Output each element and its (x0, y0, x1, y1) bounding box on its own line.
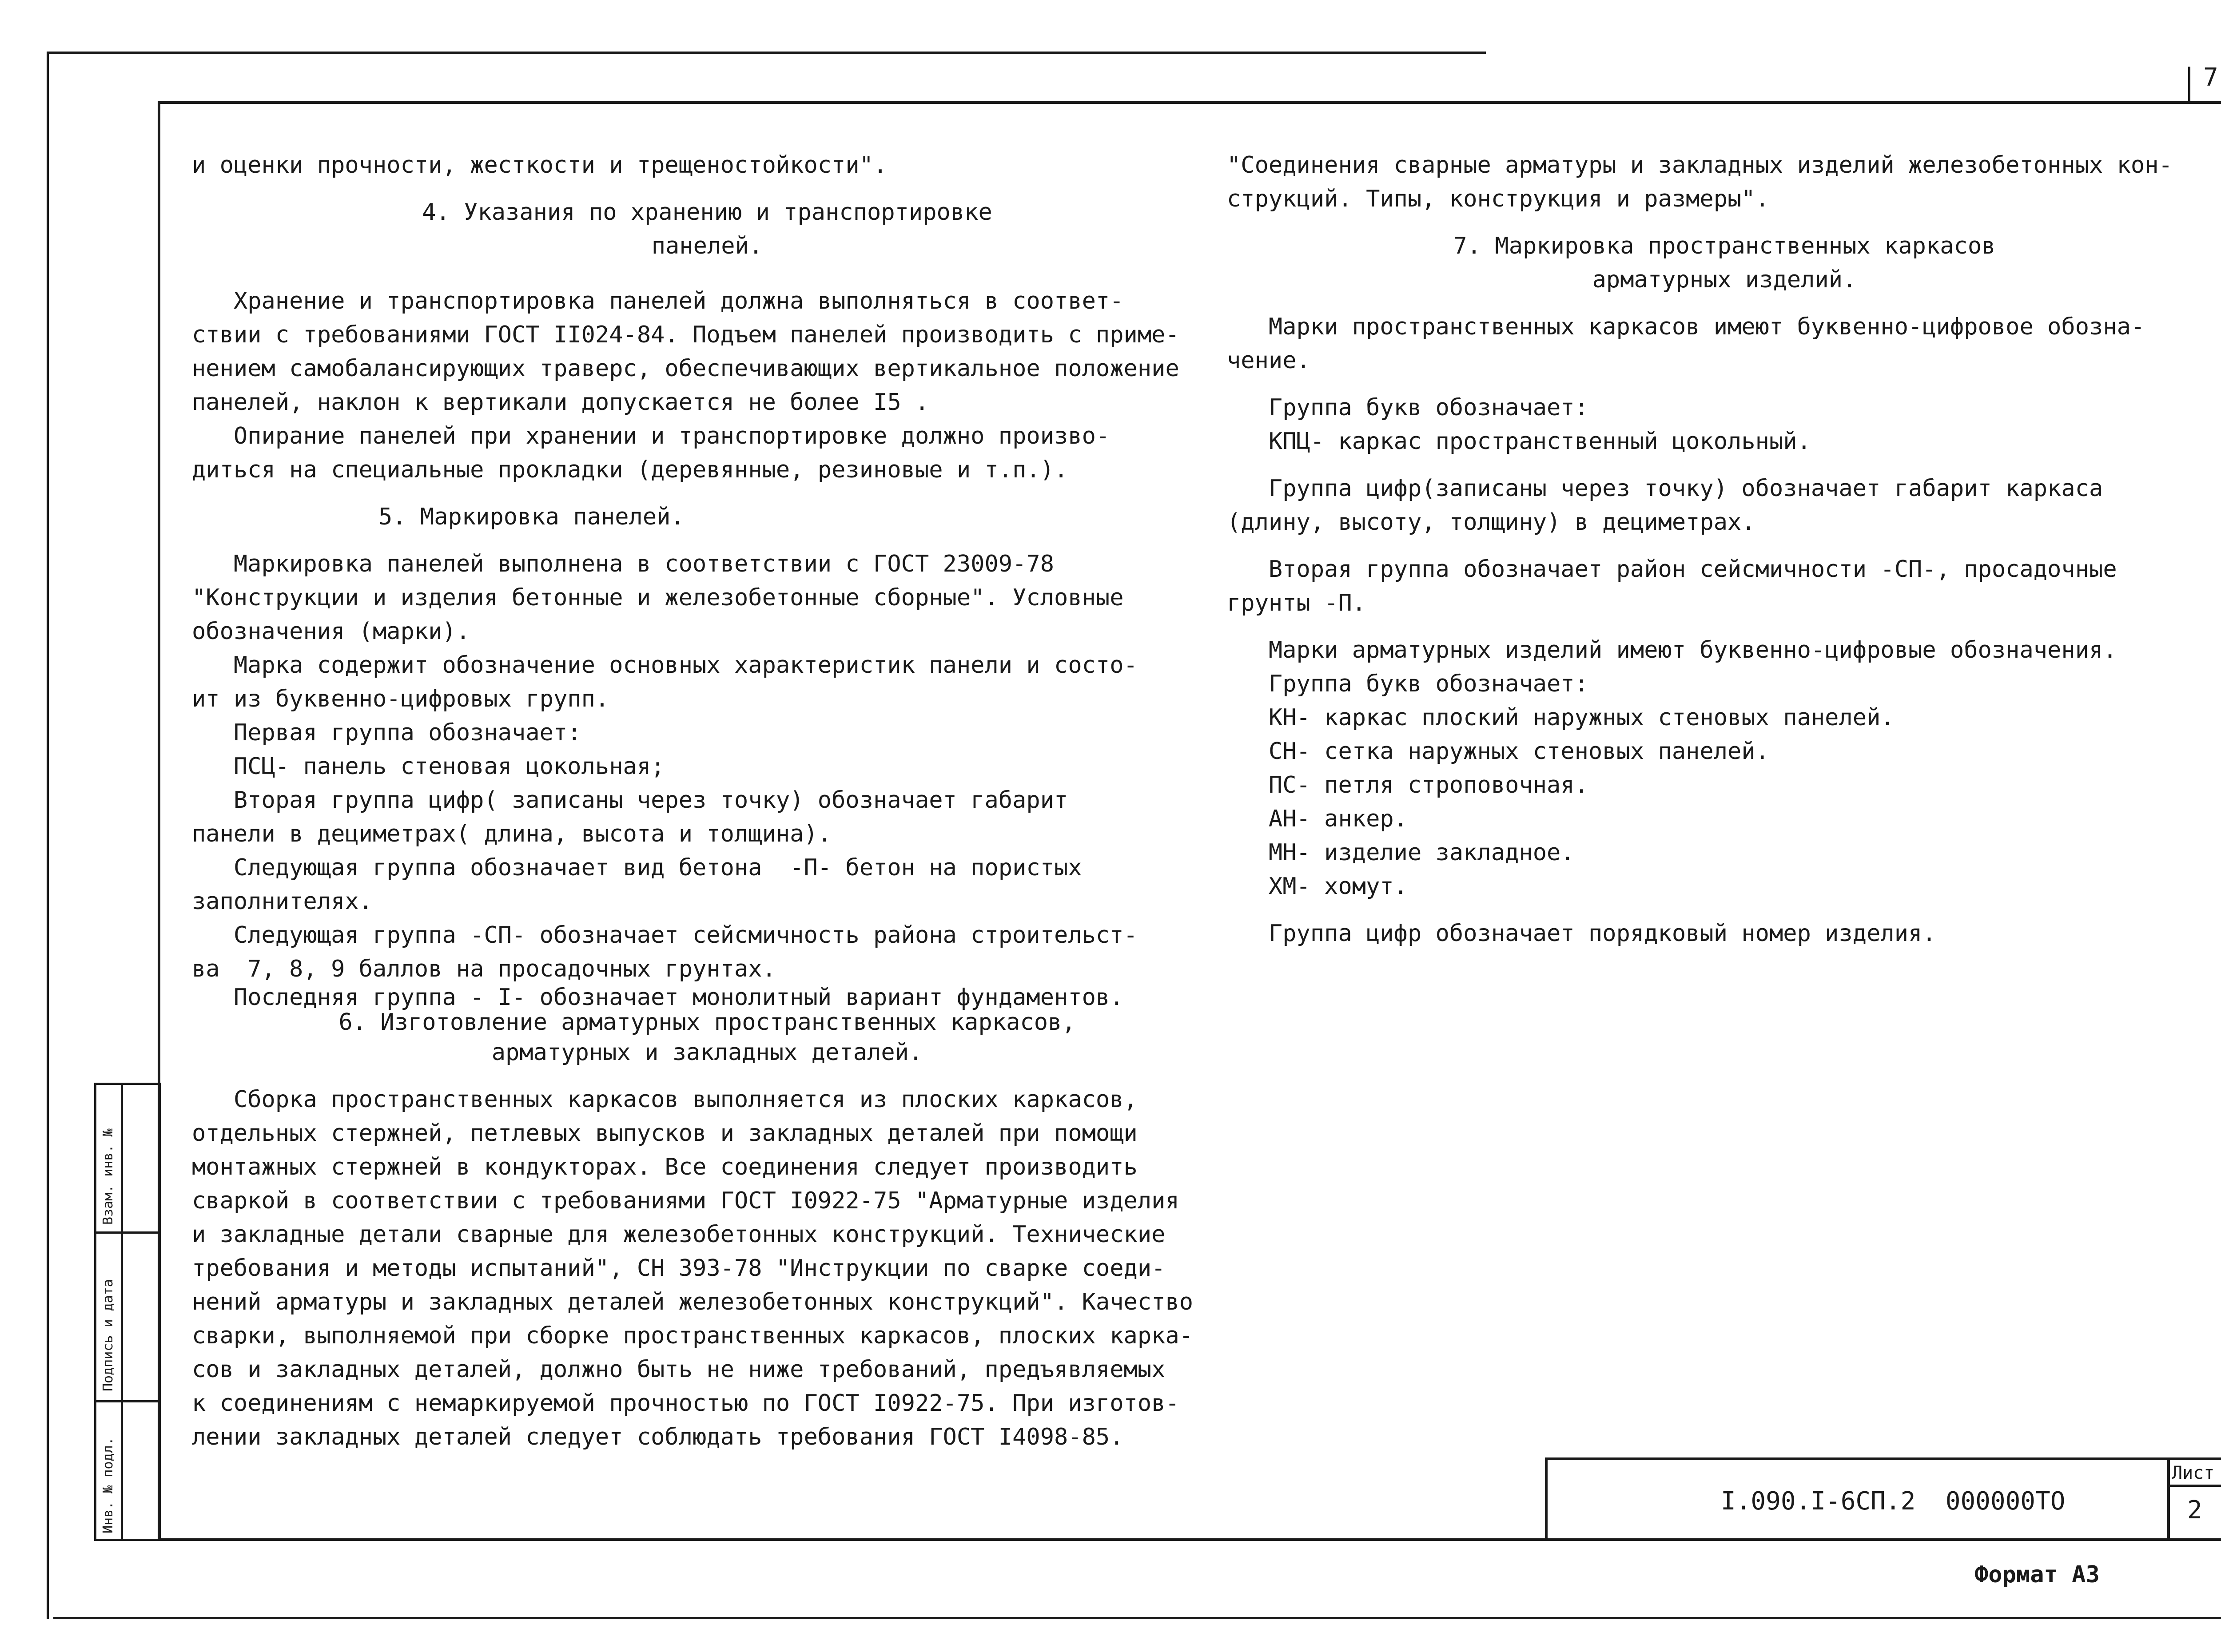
title-block (1545, 1457, 2221, 1541)
side-stamp-separator (96, 1231, 159, 1234)
outer-top-line (47, 52, 1486, 54)
right-intro-line: "Соединения сварные арматуры и закладных изделий железобетонных кон- (1227, 152, 2173, 179)
s6-p1-line: лении закладных деталей следует соблюдать требования ГОСТ I4098-85. (192, 1424, 1124, 1450)
s7-p5-line: МН- изделие закладное. (1227, 839, 1575, 866)
section-4-heading-2: панелей. (651, 233, 763, 259)
section-7-heading-2: арматурных изделий. (1592, 266, 1857, 293)
format-label: Формат А3 (1974, 1561, 2100, 1588)
s5-p1-line: "Конструкции и изделия бетонные и железобетонные сборные". Условные (192, 584, 1124, 611)
s5-p2-line: Последняя группа - I- обозначает монолитный вариант фундаментов. (192, 984, 1124, 1011)
left-column (192, 148, 1222, 1454)
s6-p1-line: монтажных стержней в кондукторах. Все соединения следует производить (192, 1154, 1138, 1180)
s5-p2-line: Следующая группа -СП- обозначает сейсмичность района строительст- (192, 922, 1138, 949)
s5-p2-line: Марка содержит обозначение основных характеристик панели и состо- (192, 652, 1138, 679)
sheet-number: 2 (2187, 1496, 2202, 1525)
s7-p3-line: (длину, высоту, толщину) в дециметрах. (1227, 509, 1755, 536)
s4-p1-line: панелей, наклон к вертикали допускается не более I5 . (192, 389, 929, 416)
s6-p1-line: сварки, выполняемой при сборке пространственных каркасов, плоских карка- (192, 1322, 1194, 1349)
s7-p5-line: Группа букв обозначает: (1227, 671, 1588, 697)
s6-p1-line: сов и закладных деталей, должно быть не ниже требований, предъявляемых (192, 1356, 1166, 1383)
s7-p4-line: грунты -П. (1227, 590, 1366, 616)
s7-p5-line: КН- каркас плоский наружных стеновых панелей. (1227, 704, 1895, 731)
s7-p4-line: Вторая группа обозначает район сейсмичности -СП-, просадочные (1227, 556, 2117, 583)
s5-p2-line: ПСЦ- панель стеновая цокольная; (192, 753, 665, 780)
corner-divider (2188, 67, 2190, 102)
outer-bottom-line (53, 1617, 2221, 1619)
right-intro-line: струкций. Типы, конструкция и размеры". (1227, 186, 1769, 212)
s4-p1-line: нением самобалансирующих траверс, обеспечивающих вертикальное положение (192, 355, 1179, 382)
s7-p1-line: чение. (1227, 347, 1310, 374)
side-stamp-cell-signature: Подпись и дата (100, 1279, 116, 1391)
side-stamp-separator (96, 1400, 159, 1402)
s6-p1-line: отдельных стержней, петлевых выпусков и закладных деталей при помощи (192, 1120, 1138, 1147)
s5-p1-line: обозначения (марки). (192, 618, 470, 645)
s5-p2-line: заполнителях. (192, 888, 373, 915)
section-6-heading: 6. Изготовление арматурных пространственных каркасов, (338, 1009, 1076, 1036)
s6-p1-line: и закладные детали сварные для железобетонных конструкций. Технические (192, 1221, 1166, 1248)
s7-p3-line: Группа цифр(записаны через точку) обозначает габарит каркаса (1227, 475, 2103, 502)
s7-p5-line: ХМ- хомут. (1227, 873, 1408, 900)
s6-p1-line: требования и методы испытаний", СН 393-78 "Инструкции по сварке соеди- (192, 1255, 1166, 1282)
intro-line: и оценки прочности, жесткости и трещеностойкости". (192, 152, 888, 179)
s5-p2-line: Следующая группа обозначает вид бетона -П- бетон на пористых (192, 854, 1082, 881)
right-column (1227, 148, 2221, 950)
outer-left-line (47, 52, 49, 1619)
s6-p1-line: к соединениям с немаркируемой прочностью по ГОСТ I0922-75. При изготов- (192, 1390, 1179, 1417)
s5-p2-line: ит из буквенно-цифровых групп. (192, 686, 609, 712)
s7-p2-line: КПЦ- каркас пространственный цокольный. (1227, 428, 1811, 455)
s5-p2-line: панели в дециметрах( длина, высота и толщина). (192, 821, 832, 847)
s7-p2-line: Группа букв обозначает: (1227, 394, 1588, 421)
s7-p6-line: Группа цифр обозначает порядковый номер изделия. (1227, 920, 1936, 947)
section-5-heading: 5. Маркировка панелей. (378, 504, 685, 530)
s6-p1-line: нений арматуры и закладных деталей железобетонных конструкций". Качество (192, 1289, 1194, 1315)
side-stamp-cell-replace: Взам. инв. № (100, 1128, 116, 1225)
section-4-heading: 4. Указания по хранению и транспортировке (422, 199, 992, 226)
corner-page-number: 7 (2203, 63, 2218, 92)
s6-p1-line: Сборка пространственных каркасов выполняется из плоских каркасов, (192, 1086, 1138, 1113)
side-stamp (94, 1083, 161, 1541)
s7-p5-line: Марки арматурных изделий имеют буквенно-цифровые обозначения. (1227, 637, 2117, 663)
document-designation: I.090.I-6СП.2 000000ТО (1721, 1487, 2066, 1516)
s4-p2-line: диться на специальные прокладки (деревянные, резиновые и т.п.). (192, 457, 1068, 483)
s4-p1-line: ствии с требованиями ГОСТ II024-84. Подъем панелей производить с приме- (192, 322, 1179, 348)
s6-p1-line: сваркой в соответствии с требованиями ГОСТ I0922-75 "Арматурные изделия (192, 1187, 1179, 1214)
s7-p5-line: АН- анкер. (1227, 806, 1408, 832)
s4-p2-line: Опирание панелей при хранении и транспортировке должно произво- (192, 423, 1110, 449)
side-stamp-cell-inventory: Инв. № подл. (100, 1437, 116, 1533)
s5-p1-line: Маркировка панелей выполнена в соответствии с ГОСТ 23009-78 (192, 551, 1055, 577)
section-6-heading-2: арматурных и закладных деталей. (491, 1039, 923, 1066)
s7-p5-line: ПС- петля строповочная. (1227, 772, 1588, 798)
s5-p2-line: Первая группа обозначает: (192, 719, 581, 746)
title-block-divider (2167, 1460, 2170, 1541)
s7-p1-line: Марки пространственных каркасов имеют буквенно-цифровое обозна- (1227, 314, 2145, 340)
s7-p5-line: СН- сетка наружных стеновых панелей. (1227, 738, 1769, 765)
title-block-sheet-divider (2167, 1485, 2221, 1487)
s5-p2-line: Вторая группа цифр( записаны через точку) обозначает габарит (192, 787, 1068, 814)
section-7-heading: 7. Маркировка пространственных каркасов (1453, 233, 1996, 259)
s5-p2-line: ва 7, 8, 9 баллов на просадочных грунтах. (192, 956, 776, 982)
sheet-label: Лист (2172, 1463, 2215, 1483)
s4-p1-line: Хранение и транспортировка панелей должна выполняться в соответ- (192, 288, 1124, 314)
side-stamp-divider (121, 1085, 123, 1539)
